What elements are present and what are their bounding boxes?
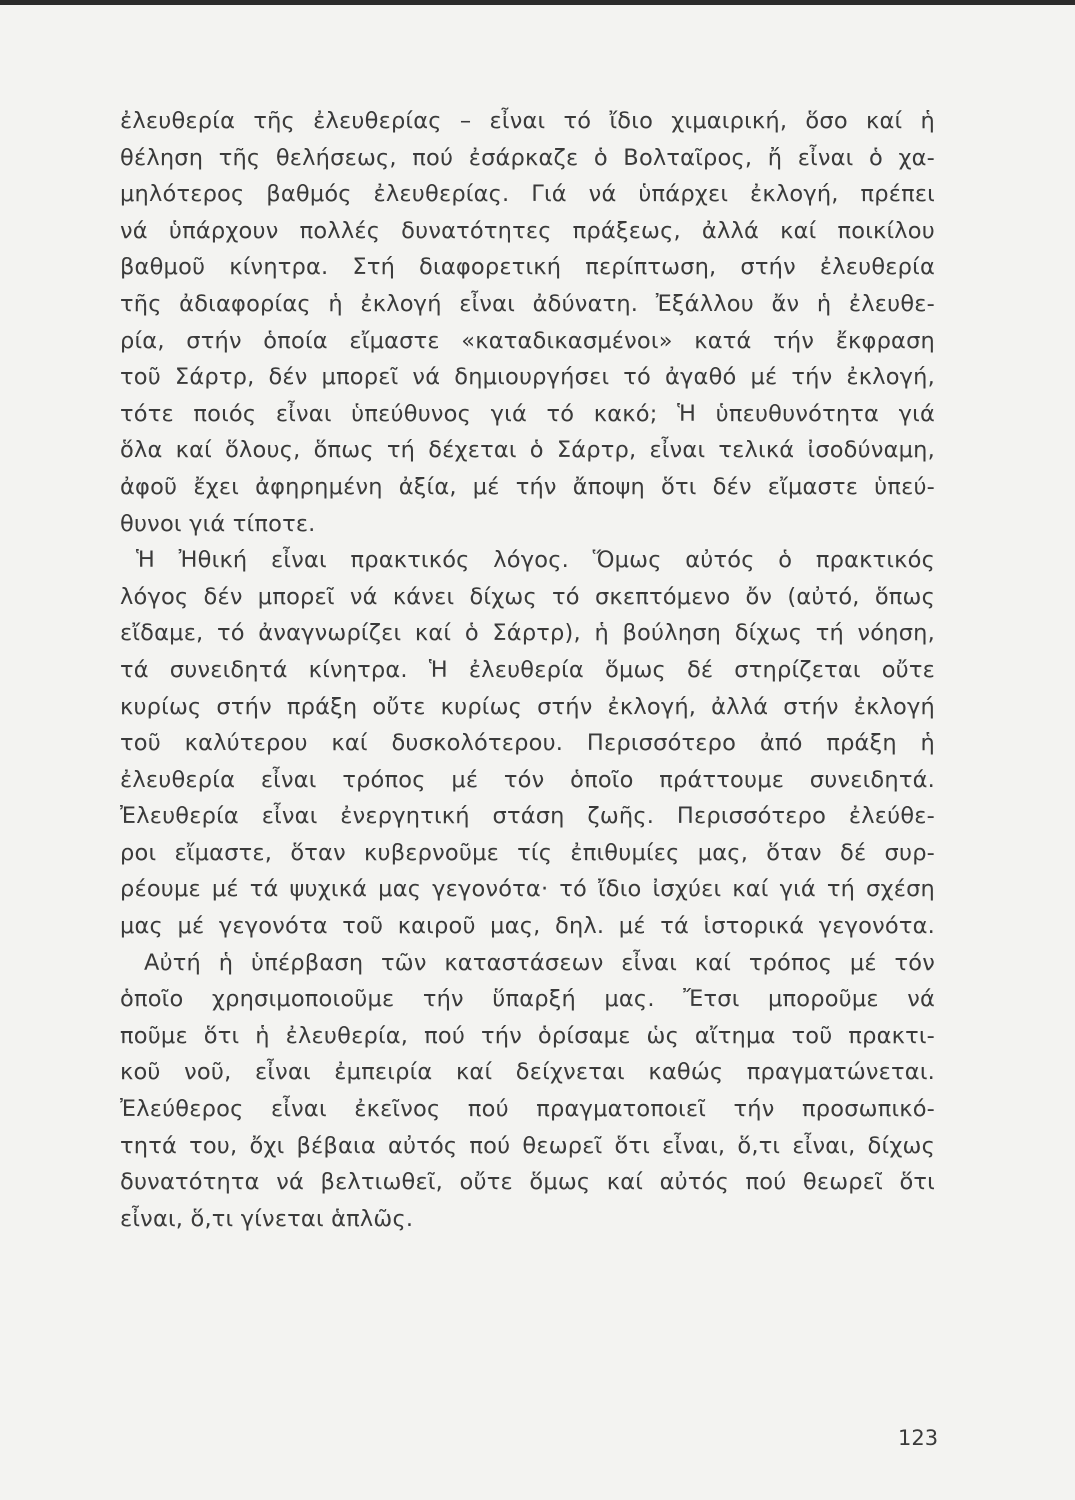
text-line: Ἐλευθερία εἶναι ἐνεργητική στάση ζωῆς. Περισσότερο ἐλεύθε- — [120, 803, 935, 830]
text-line: δυνατότητα νά βελτιωθεῖ, οὔτε ὅμως καί αὐτός πού θεωρεῖ ὅτι — [120, 1169, 935, 1196]
text-line: τητά του, ὄχι βέβαια αὐτός πού θεωρεῖ ὅτι εἶναι, ὅ,τι εἶναι, δίχως — [120, 1132, 935, 1159]
paragraph-1 — [120, 103, 935, 542]
text-line: ὁποῖο χρησιμοποιοῦμε τήν ὕπαρξή μας. Ἔτσι μποροῦμε νά — [120, 986, 935, 1013]
body-text — [120, 103, 935, 1237]
text-line: τότε ποιός εἶναι ὑπεύθυνος γιά τό κακό; Ἡ ὑπευθυνότητα γιά — [120, 400, 935, 427]
text-line: ὅλα καί ὅλους, ὅπως τή δέχεται ὁ Σάρτρ, εἶναι τελικά ἰσοδύναμη, — [120, 437, 935, 464]
text-line: ἐλευθερία εἶναι τρόπος μέ τόν ὁποῖο πράττουμε συνειδητά. — [120, 766, 935, 793]
text-line: τῆς ἀδιαφορίας ἡ ἐκλογή εἶναι ἀδύνατη. Ἐξάλλου ἄν ἡ ἐλευθε- — [120, 290, 935, 317]
text-line: ρέουμε μέ τά ψυχικά μας γεγονότα· τό ἴδιο ἰσχύει καί γιά τή σχέση — [120, 876, 935, 903]
text-line: μας μέ γεγονότα τοῦ καιροῦ μας, δηλ. μέ τά ἱστορικά γεγονότα. — [120, 913, 935, 940]
page-top-edge — [0, 0, 1075, 5]
text-line: ροι εἴμαστε, ὅταν κυβερνοῦμε τίς ἐπιθυμίες μας, ὅταν δέ συρ- — [120, 839, 935, 866]
text-line: Ἡ Ἠθική εἶναι πρακτικός λόγος. Ὅμως αὐτός ὁ πρακτικός — [136, 547, 935, 574]
text-line: βαθμοῦ κίνητρα. Στή διαφορετική περίπτωση, στήν ἐλευθερία — [120, 254, 935, 281]
text-line: τοῦ Σάρτρ, δέν μπορεῖ νά δημιουργήσει τό ἀγαθό μέ τήν ἐκλογή, — [120, 364, 935, 391]
text-line: εἶναι, ὅ,τι γίνεται ἁπλῶς. — [120, 1205, 414, 1232]
text-line: τά συνειδητά κίνητρα. Ἡ ἐλευθερία ὅμως δέ στηρίζεται οὔτε — [120, 656, 935, 683]
text-line: τοῦ καλύτερου καί δυσκολότερου. Περισσότερο ἀπό πράξη ἡ — [120, 730, 935, 757]
text-line: Αὐτή ἡ ὑπέρβαση τῶν καταστάσεων εἶναι καί τρόπος μέ τόν — [144, 949, 935, 976]
text-line: θέληση τῆς θελήσεως, πού ἐσάρκαζε ὁ Βολταῖρος, ἤ εἶναι ὁ χα- — [120, 144, 935, 171]
text-line: μηλότερος βαθμός ἐλευθερίας. Γιά νά ὑπάρχει ἐκλογή, πρέπει — [120, 181, 935, 208]
text-line: θυνοι γιά τίποτε. — [120, 510, 316, 537]
text-line: ἐλευθερία τῆς ἐλευθερίας – εἶναι τό ἴδιο χιμαιρική, ὅσο καί ἡ — [120, 108, 935, 134]
text-line: ἀφοῦ ἔχει ἀφηρημένη ἀξία, μέ τήν ἄποψη ὅτι δέν εἴμαστε ὑπεύ- — [120, 473, 935, 500]
paragraph-2 — [120, 542, 935, 945]
text-line: ποῦμε ὅτι ἡ ἐλευθερία, πού τήν ὁρίσαμε ὡς αἴτημα τοῦ πρακτι- — [120, 1022, 935, 1049]
text-line: νά ὑπάρχουν πολλές δυνατότητες πράξεως, ἀλλά καί ποικίλου — [120, 217, 935, 244]
text-line: ρία, στήν ὁποία εἴμαστε «καταδικασμένοι» κατά τήν ἔκφραση — [120, 327, 935, 354]
text-line: Ἐλεύθερος εἶναι ἐκεῖνος πού πραγματοποιεῖ τήν προσωπικό- — [120, 1096, 935, 1123]
paragraph-3 — [120, 945, 935, 1238]
text-line: κοῦ νοῦ, εἶναι ἐμπειρία καί δείχνεται καθώς πραγματώνεται. — [120, 1059, 935, 1086]
page-number: 123 — [898, 1426, 939, 1450]
text-line: λόγος δέν μπορεῖ νά κάνει δίχως τό σκεπτόμενο ὄν (αὐτό, ὅπως — [120, 583, 935, 610]
text-line: κυρίως στήν πράξη οὔτε κυρίως στήν ἐκλογή, ἀλλά στήν ἐκλογή — [120, 693, 935, 720]
text-line: εἴδαμε, τό ἀναγνωρίζει καί ὁ Σάρτρ), ἡ βούληση δίχως τή νόηση, — [120, 620, 935, 647]
